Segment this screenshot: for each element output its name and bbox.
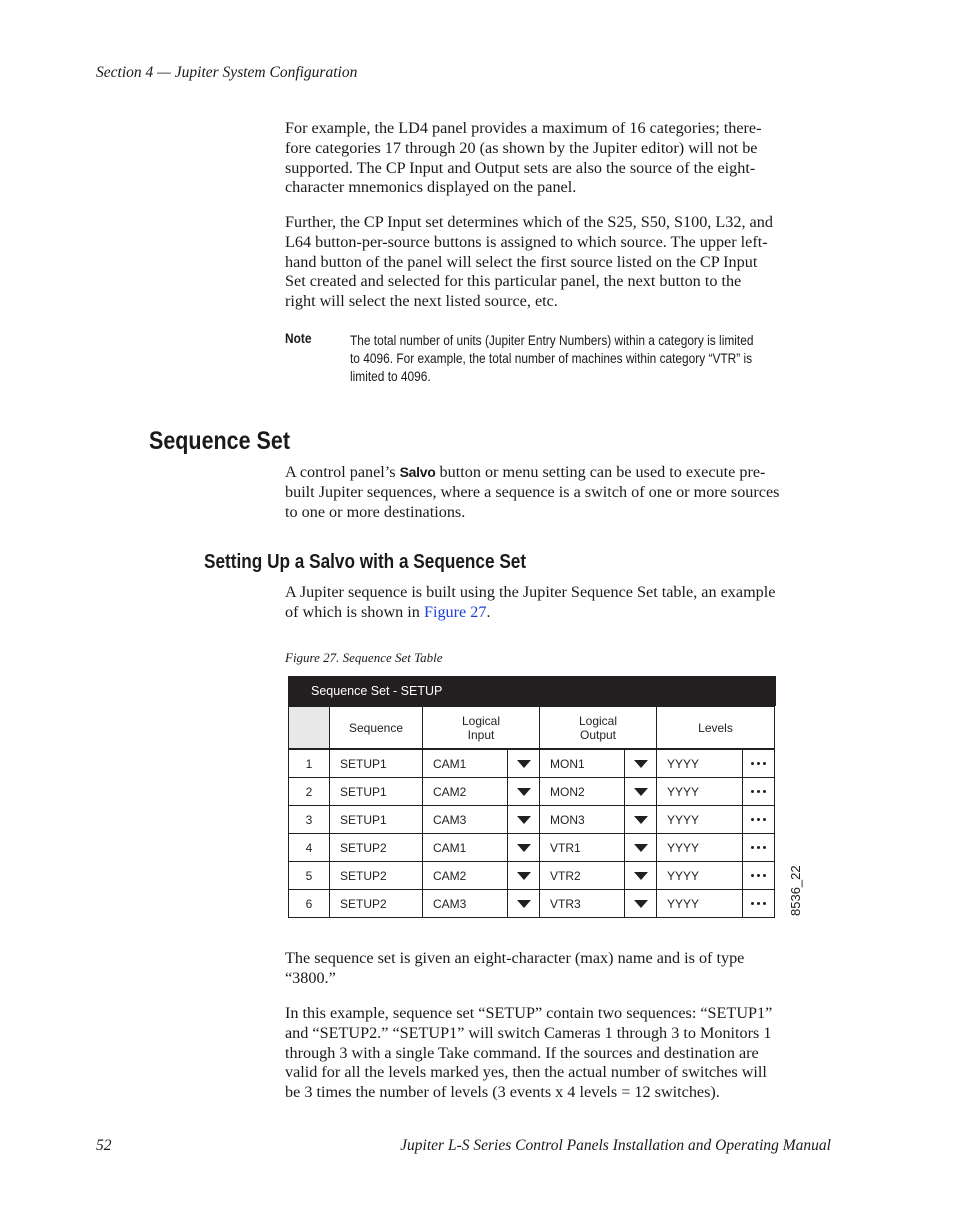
text-line: Further, the CP Input set determines which of the S25, S50, S100, L32, and (285, 213, 773, 231)
levels-more-button[interactable] (742, 833, 775, 862)
chevron-down-icon (517, 788, 531, 796)
text-line: character mnemonics displayed on the panel. (285, 178, 577, 197)
input-dropdown-button[interactable] (507, 833, 540, 862)
row-number: 2 (288, 777, 330, 806)
levels-cell[interactable]: YYYY (656, 805, 743, 834)
paragraph-sequence-table (285, 583, 833, 623)
output-dropdown-button[interactable] (624, 889, 657, 918)
chevron-down-icon (517, 872, 531, 880)
dot-icon (757, 902, 760, 905)
paragraph-categories (285, 119, 833, 198)
note-label: Note (285, 330, 312, 346)
levels-cell[interactable]: YYYY (656, 889, 743, 918)
levels-more-button[interactable] (742, 861, 775, 890)
chevron-down-icon (634, 760, 648, 768)
sequence-cell[interactable]: SETUP1 (329, 777, 423, 806)
text-line: limited to 4096. (350, 368, 431, 385)
dot-icon (757, 790, 760, 793)
sequence-cell[interactable]: SETUP2 (329, 833, 423, 862)
header-logical-input: Logical Input (422, 706, 540, 749)
output-dropdown-button[interactable] (624, 833, 657, 862)
row-number: 5 (288, 861, 330, 890)
paragraph-cp-input (285, 213, 833, 312)
chevron-down-icon (634, 872, 648, 880)
sequence-cell[interactable]: SETUP2 (329, 861, 423, 890)
levels-more-button[interactable] (742, 889, 775, 918)
output-dropdown-button[interactable] (624, 777, 657, 806)
text-line: through 3 with a single Take command. If the sources and destination are (285, 1043, 759, 1062)
table-title: Sequence Set - SETUP (311, 684, 443, 698)
figure-id: 8536_22 (788, 865, 803, 916)
header-logical-output: Logical Output (539, 706, 657, 749)
text-line: valid for all the levels marked yes, then the actual number of switches will (285, 1063, 767, 1082)
sequence-cell[interactable]: SETUP1 (329, 805, 423, 834)
output-dropdown-button[interactable] (624, 861, 657, 890)
figure-27-link[interactable]: Figure 27 (423, 602, 487, 621)
text-line: In this example, sequence set “SETUP” contain two sequences: “SETUP1” (285, 1004, 773, 1022)
levels-cell[interactable]: YYYY (656, 777, 743, 806)
text-line: and “SETUP2.” “SETUP1” will switch Cameras 1 through 3 to Monitors 1 (285, 1023, 772, 1042)
dot-icon (751, 902, 754, 905)
paragraph-type (285, 949, 833, 989)
text-line: A Jupiter sequence is built using the Jupiter Sequence Set table, an example (285, 583, 776, 601)
dot-icon (763, 874, 766, 877)
text-line: The total number of units (Jupiter Entry Numbers) within a category is limited (350, 332, 754, 348)
text-line: For example, the LD4 panel provides a maximum of 16 categories; there- (285, 119, 762, 137)
input-cell[interactable]: CAM3 (422, 889, 508, 918)
levels-cell[interactable]: YYYY (656, 749, 743, 778)
chevron-down-icon (634, 844, 648, 852)
text-line: to 4096. For example, the total number of machines within category “VTR” is (350, 350, 753, 367)
levels-cell[interactable]: YYYY (656, 861, 743, 890)
text-line: The sequence set is given an eight-character (max) name and is of type (285, 949, 745, 967)
page-number: 52 (96, 1137, 112, 1154)
dot-icon (763, 818, 766, 821)
input-cell[interactable]: CAM2 (422, 777, 508, 806)
dot-icon (751, 818, 754, 821)
chevron-down-icon (634, 816, 648, 824)
output-cell[interactable]: MON2 (539, 777, 625, 806)
chevron-down-icon (517, 900, 531, 908)
output-cell[interactable]: VTR3 (539, 889, 625, 918)
levels-more-button[interactable] (742, 777, 775, 806)
output-dropdown-button[interactable] (624, 805, 657, 834)
header-levels: Levels (656, 706, 775, 749)
row-number: 3 (288, 805, 330, 834)
dot-icon (763, 762, 766, 765)
input-dropdown-button[interactable] (507, 861, 540, 890)
chevron-down-icon (634, 900, 648, 908)
dot-icon (763, 790, 766, 793)
output-cell[interactable]: VTR1 (539, 833, 625, 862)
text-line: L64 button-per-source buttons is assigned to which source. The upper left- (285, 232, 768, 251)
note-text (350, 331, 796, 386)
dot-icon (757, 818, 760, 821)
dot-icon (763, 902, 766, 905)
input-cell[interactable]: CAM2 (422, 861, 508, 890)
row-number: 1 (288, 749, 330, 778)
dot-icon (751, 762, 754, 765)
dot-icon (757, 846, 760, 849)
salvo-keyword: Salvo (399, 464, 436, 480)
text-line: to one or more destinations. (285, 502, 466, 521)
manual-title: Jupiter L-S Series Control Panels Installation and Operating Manual (400, 1137, 831, 1154)
text-line: “3800.” (285, 968, 336, 987)
sequence-set-table (288, 676, 776, 922)
text-line: hand button of the panel will select the first source listed on the CP Input (285, 252, 758, 271)
input-cell[interactable]: CAM3 (422, 805, 508, 834)
chevron-down-icon (634, 788, 648, 796)
input-dropdown-button[interactable] (507, 777, 540, 806)
input-dropdown-button[interactable] (507, 749, 540, 778)
dot-icon (751, 846, 754, 849)
dot-icon (757, 874, 760, 877)
input-cell[interactable]: CAM1 (422, 749, 508, 778)
output-cell[interactable]: VTR2 (539, 861, 625, 890)
chevron-down-icon (517, 844, 531, 852)
dot-icon (751, 874, 754, 877)
output-cell[interactable]: MON3 (539, 805, 625, 834)
text-line: supported. The CP Input and Output sets are also the source of the eight- (285, 158, 756, 177)
subsection-heading: Setting Up a Salvo with a Sequence Set (204, 551, 527, 573)
text-line: Set created and selected for this particular panel, the next button to the (285, 272, 742, 291)
sequence-cell[interactable]: SETUP2 (329, 889, 423, 918)
input-cell[interactable]: CAM1 (422, 833, 508, 862)
header-sequence: Sequence (329, 706, 423, 749)
text-line: right will select the next listed source, etc. (285, 292, 558, 311)
output-cell[interactable]: MON1 (539, 749, 625, 778)
chevron-down-icon (517, 816, 531, 824)
dot-icon (757, 762, 760, 765)
text-line: A control panel’s Salvo button or menu setting can be used to execute pre- (285, 463, 766, 481)
section-heading: Sequence Set (149, 427, 290, 455)
dot-icon (763, 846, 766, 849)
sequence-cell[interactable]: SETUP1 (329, 749, 423, 778)
text-line: be 3 times the number of levels (3 events x 4 levels = 12 switches). (285, 1083, 720, 1102)
dot-icon (751, 790, 754, 793)
output-dropdown-button[interactable] (624, 749, 657, 778)
text-line: of which is shown in Figure 27. (285, 602, 491, 621)
row-number: 6 (288, 889, 330, 918)
levels-cell[interactable]: YYYY (656, 833, 743, 862)
table-title-bar (288, 676, 776, 706)
header-corner-cell (288, 706, 330, 749)
text-line: built Jupiter sequences, where a sequence is a switch of one or more sources (285, 482, 780, 501)
figure-caption: Figure 27. Sequence Set Table (285, 650, 443, 665)
levels-more-button[interactable] (742, 805, 775, 834)
chevron-down-icon (517, 760, 531, 768)
running-header: Section 4 — Jupiter System Configuration (96, 64, 358, 81)
levels-more-button[interactable] (742, 749, 775, 778)
paragraph-example (285, 1004, 833, 1103)
row-number: 4 (288, 833, 330, 862)
input-dropdown-button[interactable] (507, 805, 540, 834)
paragraph-salvo (285, 463, 833, 522)
text-line: fore categories 17 through 20 (as shown by the Jupiter editor) will not be (285, 138, 758, 157)
input-dropdown-button[interactable] (507, 889, 540, 918)
